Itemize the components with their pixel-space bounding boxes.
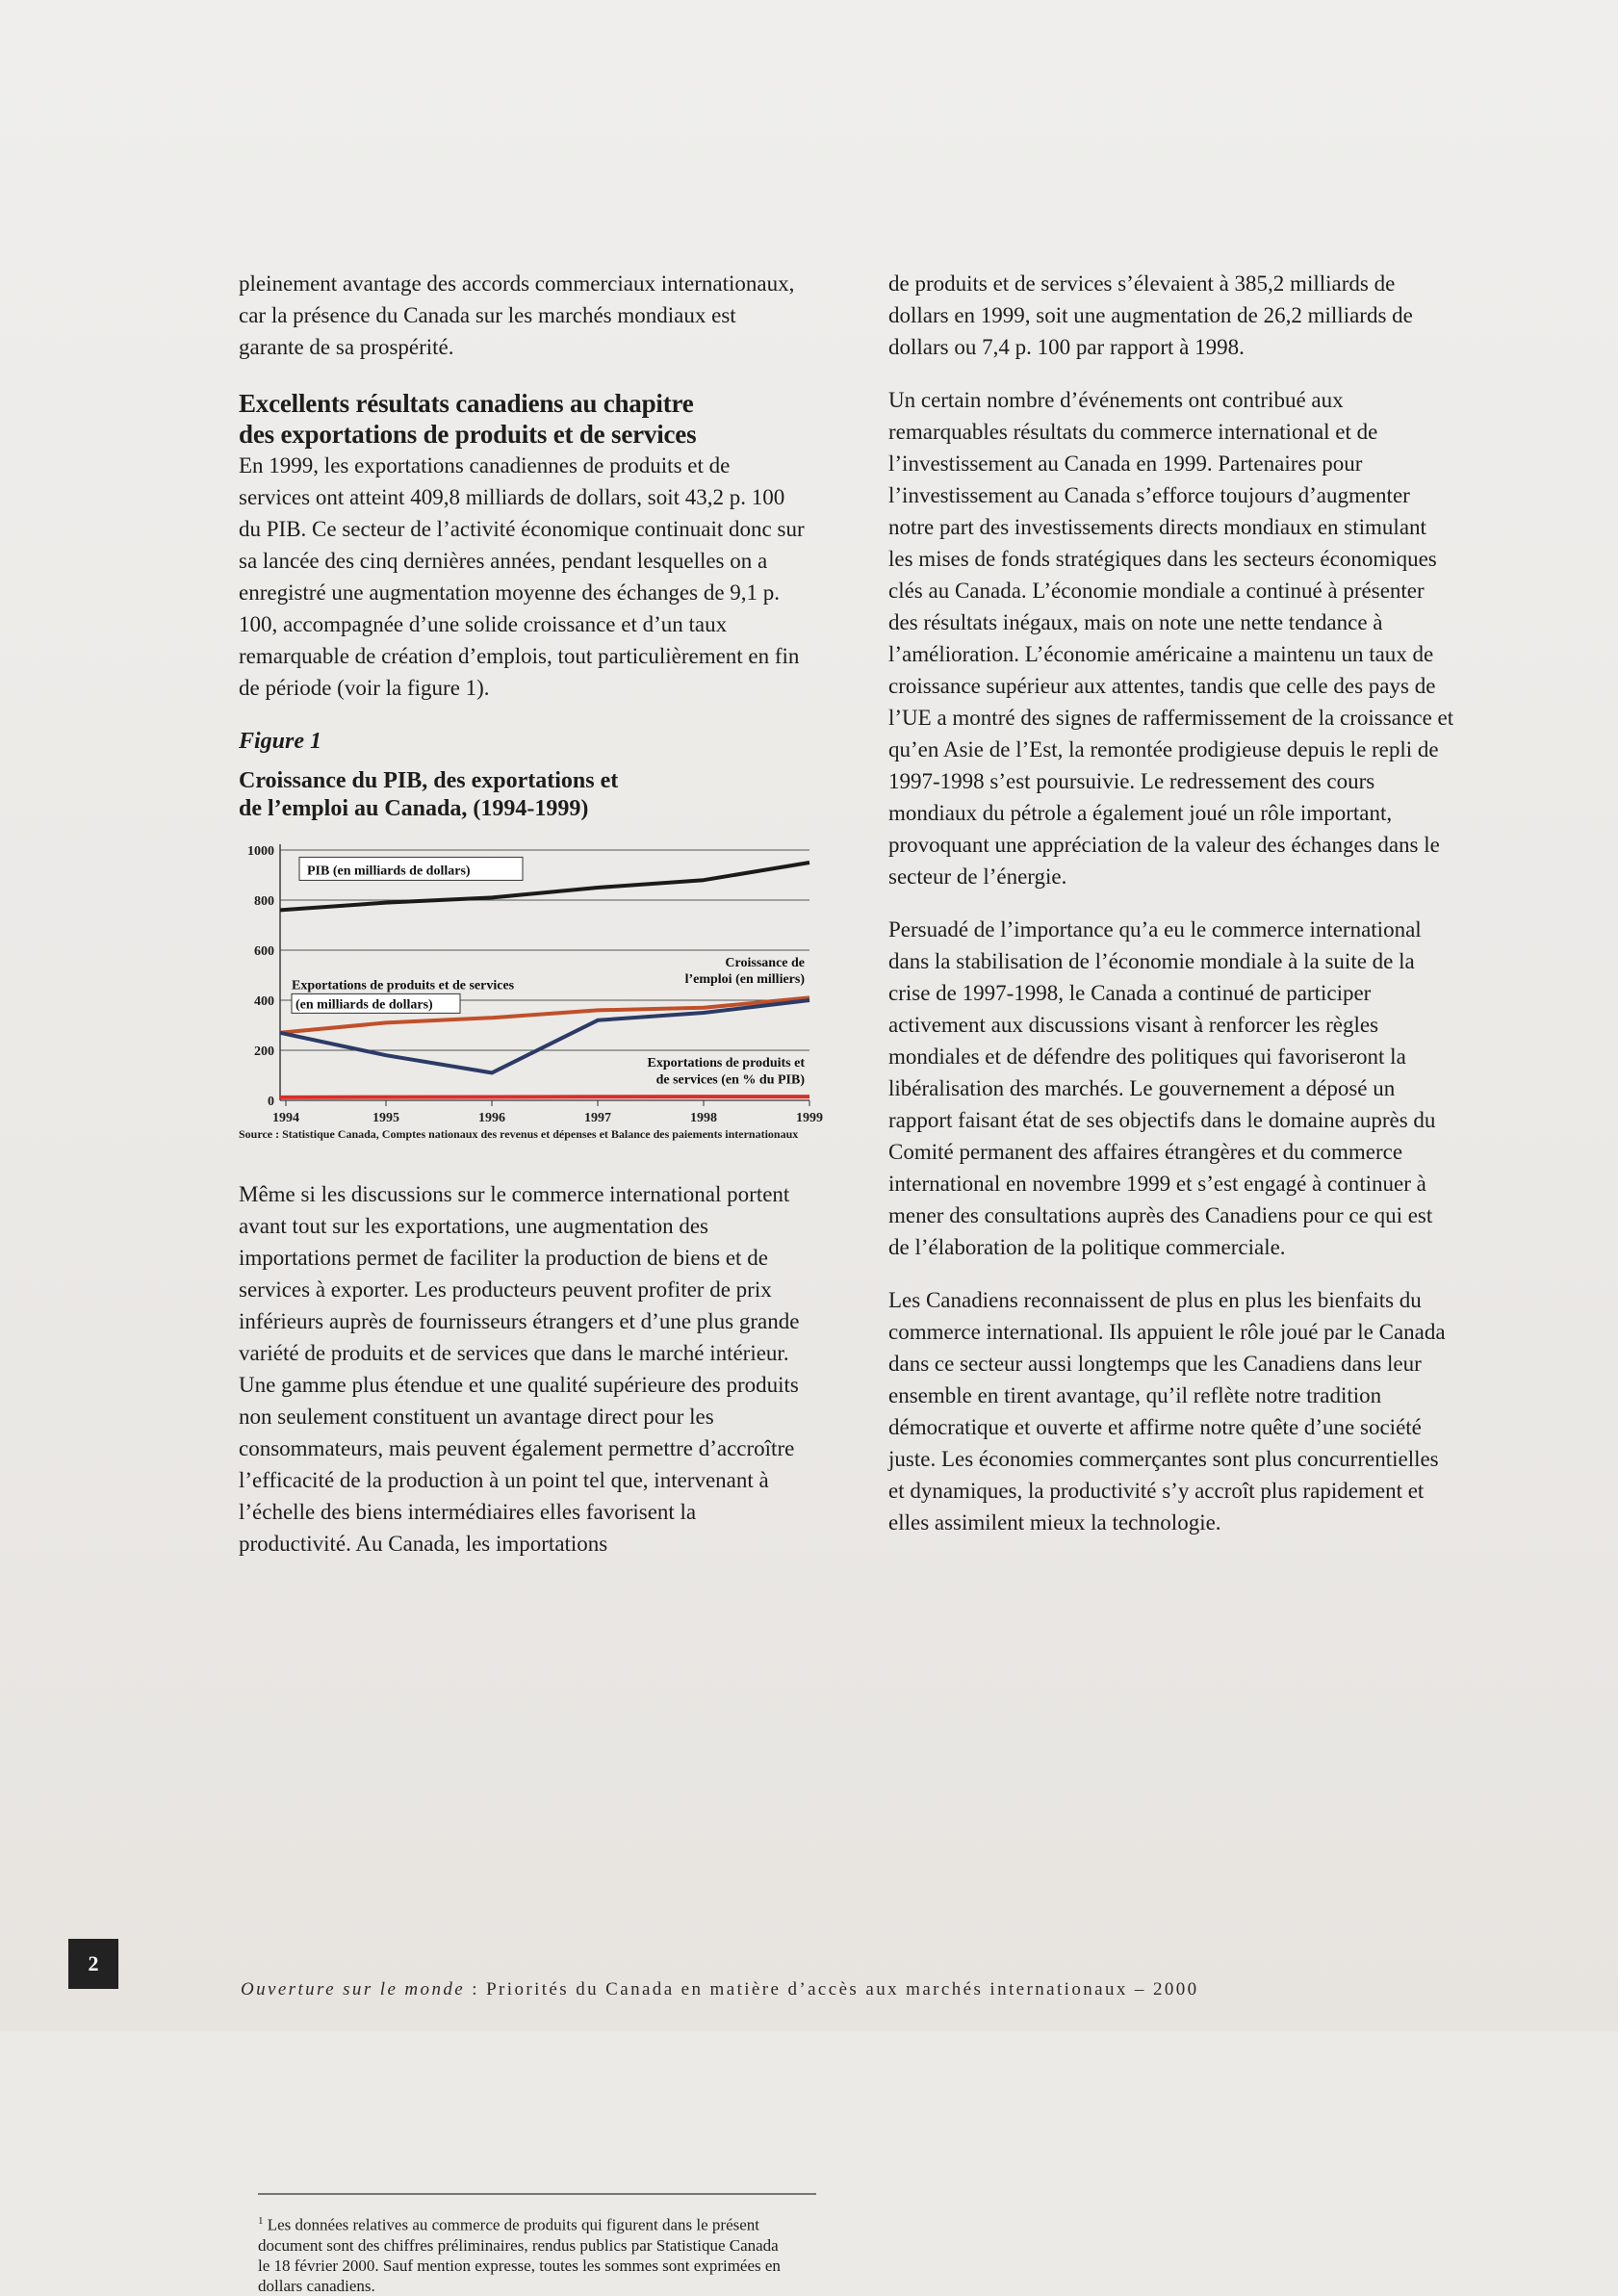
x-tick-label: 1998	[690, 1111, 717, 1125]
left-column	[239, 268, 823, 1560]
exports-label-line1: Exportations de produits et de services	[292, 978, 515, 993]
chart-svg	[239, 838, 823, 1127]
section-heading	[239, 388, 807, 450]
right-paragraph-3: Persuadé de l’importance qu’a eu le commerce international dans la stabilisation de l’économie mondiale à la suite de la crise de 1997-1998, le Canada a continué de participer activement aux discussions visant à renforcer les règles mondiales et de défendre des politiques qui favoriseront la libéralisation des marchés. Le gouvernement a déposé un rapport faisant état de ses objectifs dans le domaine auprès du Comité permanent des affaires étrangères et du commerce international en novembre 1999 et s’est engagé à continuer à mener des consultations auprès des Canadiens pour ce qui est de l’élaboration de la politique commerciale.	[888, 917, 1436, 1259]
y-tick-label: 1000	[247, 844, 274, 859]
figure-title	[239, 767, 807, 823]
footer-title-italic: Ouverture sur le monde	[241, 1979, 466, 1999]
section-heading-line1: Excellents résultats canadiens au chapitre	[239, 389, 694, 418]
footnote-marker: 1	[258, 2215, 264, 2227]
x-tick-label: 1995	[372, 1111, 399, 1125]
x-tick-label: 1994	[272, 1111, 299, 1125]
y-tick-label: 800	[254, 894, 274, 909]
right-paragraph-4: Les Canadiens reconnaissent de plus en plus les bienfaits du commerce international. Ils appuient le rôle joué par le Canada dans ce secteur aussi longtemps que les Canadiens dans leur ensemble en tirent avantage, qu’il reflète notre tradition démocratique et ouverte et affirme notre quête d’une société juste. Les économies commerçantes sont plus concurrentielles et dynamiques, la productivité s’y accroît plus rapidement et elles assimilent mieux la technologie.	[888, 1288, 1446, 1535]
y-tick-label: 400	[254, 994, 274, 1009]
exports-label-line2: (en milliards de dollars)	[295, 997, 433, 1013]
y-tick-label: 200	[254, 1045, 274, 1059]
figure-label: Figure 1	[239, 729, 322, 754]
page-number: 2	[68, 1939, 118, 1989]
figure-title-line2: de l’emploi au Canada, (1994-1999)	[239, 796, 589, 821]
y-tick-label: 0	[268, 1095, 274, 1109]
x-tick-label: 1999	[796, 1111, 823, 1125]
right-column	[888, 268, 1456, 1538]
x-tick-label: 1997	[584, 1111, 611, 1125]
footer-title-rest: : Priorités du Canada en matière d’accès aux marchés internationaux – 2000	[465, 1979, 1199, 1999]
pct-label-line2: de services (en % du PIB)	[655, 1072, 805, 1088]
emploi-label-line1: Croissance de	[725, 955, 805, 970]
emploi-label-line2: l’emploi (en milliers)	[684, 971, 805, 987]
pct-label-line1: Exportations de produits et	[647, 1055, 805, 1071]
running-footer	[241, 1979, 1482, 2000]
right-paragraph-1: de produits et de services s’élevaient à 385,2 milliards de dollars en 1999, soit une augmentation de 26,2 milliards de dollars ou 7,4 p. 100 par rapport à 1998.	[888, 271, 1413, 359]
exports-paragraph: En 1999, les exportations canadiennes de produits et de services ont atteint 409,8 milliards de dollars, soit 43,2 p. 100 du PIB. Ce secteur de l’activité économique continuait donc sur sa lancée des cinq dernières années, pendant lesquelles on a enregistré une augmentation moyenne des échanges de 9,1 p. 100, accompagnée d’une solide croissance et d’un taux remarquable de création d’emplois, tout particulièrement en fin de période (voir la figure 1).	[239, 453, 805, 700]
x-tick-label: 1996	[478, 1111, 505, 1125]
growth-chart	[239, 838, 823, 1127]
imports-paragraph: Même si les discussions sur le commerce international portent avant tout sur les exportations, une augmentation des importations permet de faciliter la production de biens et de services à exporter. Les producteurs peuvent profiter de prix inférieurs auprès de fournisseurs étrangers et d’une plus grande variété de produits et de services que dans le marché intérieur. Une gamme plus étendue et une qualité supérieure des produits non seulement constituent un avantage direct pour les consommateurs, mais peuvent également permettre d’accroître l’efficacité de la production à un point tel que, intervenant à l’échelle des biens intermédiaires elles favorisent la productivité. Au Canada, les importations	[239, 1182, 800, 1556]
chart-source: Source : Statistique Canada, Comptes nationaux des revenus et dépenses et Balance des paiements internationaux	[239, 1127, 799, 1141]
pib-label: PIB (en milliards de dollars)	[307, 864, 471, 879]
section-heading-line2: des exportations de produits et de services	[239, 420, 697, 449]
footnote-text: Les données relatives au commerce de produits qui figurent dans le présent document sont des chiffres préliminaires, rendus publics par Statistique Canada le 18 février 2000. Sauf mention expresse, toutes les sommes sont exprimées en dollars canadiens.	[258, 2215, 781, 2295]
footnote	[258, 2211, 793, 2296]
y-tick-label: 600	[254, 944, 274, 959]
intro-paragraph: pleinement avantage des accords commerciaux internationaux, car la présence du Canada sur les marchés mondiaux est garante de sa prospérité.	[239, 271, 795, 359]
series-line	[280, 1096, 809, 1097]
right-paragraph-2: Un certain nombre d’événements ont contribué aux remarquables résultats du commerce international et de l’investissement au Canada en 1999. Partenaires pour l’investissement au Canada s’efforce toujours d’augmenter notre part des investissements directs mondiaux en stimulant les mises de fonds stratégiques dans les secteurs économiques clés au Canada. L’économie mondiale a continué à présenter des résultats inégaux, mais on note une nette tendance à l’amélioration. L’économie américaine a maintenu un taux de croissance supérieur aux attentes, tandis que celle des pays de l’UE a montré des signes de raffermissement de la croissance et qu’en Asie de l’Est, la remontée prodigieuse depuis le repli de 1997-1998 s’est poursuivie. Le redressement des cours mondiaux du pétrole a également joué un rôle important, provoquant une appréciation de la valeur des échanges dans le secteur de l’énergie.	[888, 388, 1454, 889]
figure-title-line1: Croissance du PIB, des exportations et	[239, 768, 619, 793]
footnote-divider	[258, 2193, 816, 2195]
